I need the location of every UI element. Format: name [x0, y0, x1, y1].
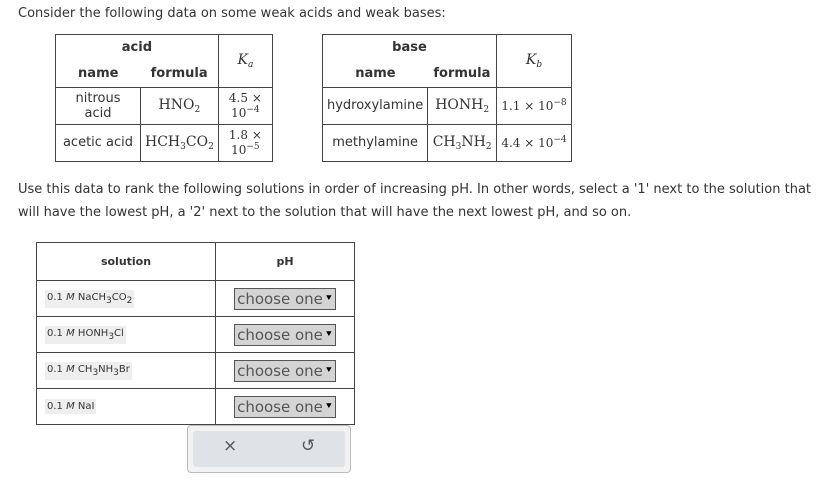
ph-rank-select[interactable]: choose one ⯆	[234, 324, 336, 346]
base-name: methylamine	[323, 124, 428, 161]
solution-cell	[37, 317, 216, 353]
undo-icon[interactable]: ↺	[301, 436, 316, 456]
solution-label: 0.1 M NaI	[47, 401, 95, 412]
acid-name: acetic acid	[56, 124, 141, 161]
ka-value: $4.5 \times 10^{-4}$	[218, 87, 272, 124]
solution-cell	[37, 281, 216, 317]
ranking-table	[36, 242, 355, 425]
ph-cell	[216, 281, 355, 317]
acid-table	[55, 34, 273, 162]
acid-name: nitrous acid	[56, 87, 141, 124]
acid-formula-header: formula	[140, 60, 218, 87]
base-formula-header: formula	[428, 60, 497, 87]
instruction-text: Use this data to rank the following solutions in order of increasing pH. In other words, select a '1' next to the solution that will have the lowest pH, a '2' next to the solution that will have the next lowest pH, and so on.	[18, 182, 812, 220]
base-group-header: base	[323, 35, 497, 61]
ka-header: $K_a$	[218, 35, 272, 88]
solution-label: 0.1 M $CH_3NH_3Br$	[47, 363, 130, 378]
acid-name-header: name	[56, 60, 141, 87]
acid-group-header: acid	[56, 35, 219, 61]
kb-header: $K_b$	[497, 35, 572, 88]
chevron-down-icon: ⯆	[324, 364, 333, 376]
kb-value: $4.4 \times 10^{-4}$	[497, 124, 572, 161]
ph-rank-select[interactable]: choose one ⯆	[234, 396, 336, 418]
actions-bar	[193, 431, 345, 467]
base-formula: $CH_3NH_2$	[428, 124, 497, 161]
ph-rank-select[interactable]: choose one ⯆	[234, 288, 336, 310]
clear-icon[interactable]: ×	[223, 436, 238, 456]
chevron-down-icon: ⯆	[324, 292, 333, 304]
ph-cell	[216, 353, 355, 389]
solution-label: 0.1 M $NaCH_3CO_2$	[47, 291, 133, 306]
base-name-header: name	[323, 60, 428, 87]
base-name: hydroxylamine	[323, 87, 428, 124]
chevron-down-icon: ⯆	[324, 400, 333, 412]
acid-formula: $HCH_3CO_2$	[140, 124, 218, 161]
ph-header: pH	[216, 243, 355, 281]
base-table	[322, 34, 572, 162]
solution-cell	[37, 353, 216, 389]
intro-text: Consider the following data on some weak acids and weak bases:	[18, 6, 446, 21]
solution-label: 0.1 M $HONH_3Cl$	[47, 327, 124, 342]
solution-header: solution	[37, 243, 216, 281]
ph-cell	[216, 389, 355, 425]
ph-rank-select[interactable]: choose one ⯆	[234, 360, 336, 382]
chevron-down-icon: ⯆	[324, 328, 333, 340]
base-formula: $HONH_2$	[428, 87, 497, 124]
ph-cell	[216, 317, 355, 353]
ka-value: $1.8 \times 10^{-5}$	[218, 124, 272, 161]
acid-formula: $HNO_2$	[140, 87, 218, 124]
kb-value: $1.1 \times 10^{-8}$	[497, 87, 572, 124]
answer-actions	[187, 425, 351, 473]
solution-cell	[37, 389, 216, 425]
